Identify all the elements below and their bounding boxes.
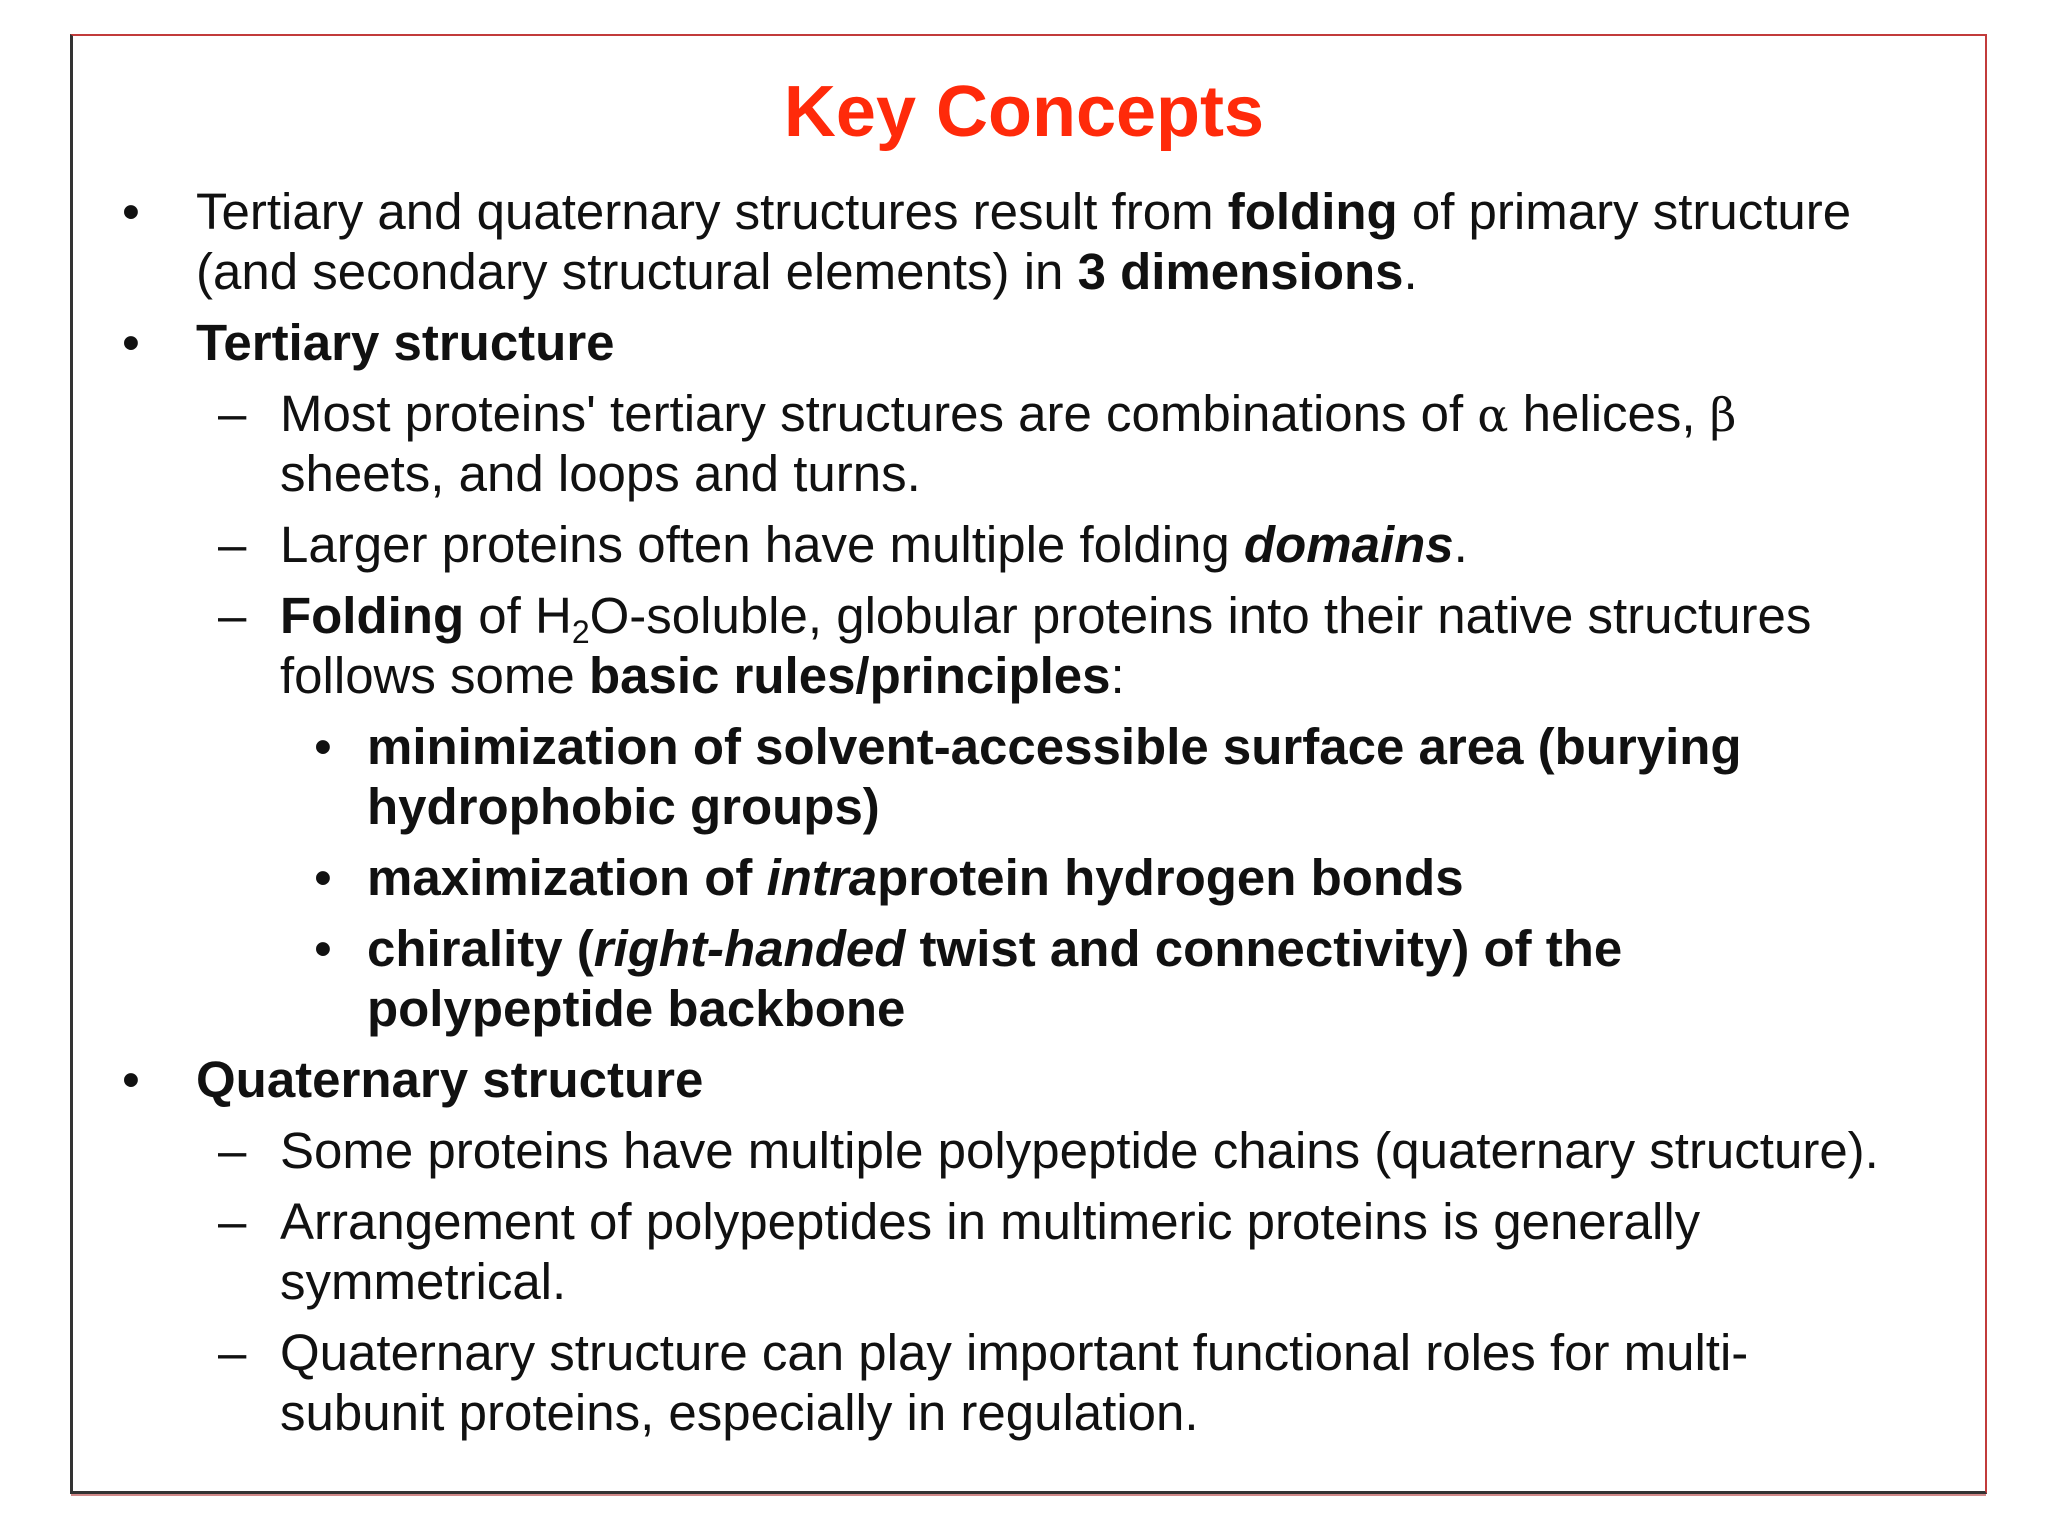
text: Larger proteins often have multiple folding bbox=[280, 516, 1244, 573]
bullet-1-line-1 bbox=[196, 182, 1851, 242]
text-bold: basic rules/principles bbox=[588, 647, 1111, 704]
tertiary-item-2 bbox=[280, 515, 1468, 575]
text-bold-italic: intra bbox=[766, 849, 878, 906]
quaternary-item-2-line-1: Arrangement of polypeptides in multimeric proteins is generally bbox=[280, 1193, 1701, 1250]
dash-marker: – bbox=[218, 587, 247, 644]
beta-symbol: β bbox=[1709, 388, 1737, 442]
text-bold: twist and connectivity) of the bbox=[905, 920, 1623, 977]
quaternary-item-1: Some proteins have multiple polypeptide chains (quaternary structure). bbox=[280, 1122, 1879, 1179]
text-bold: 3 dimensions bbox=[1077, 243, 1404, 300]
bullet-marker: • bbox=[314, 920, 332, 977]
dash-marker: – bbox=[218, 1122, 247, 1179]
text: O-soluble, globular proteins into their native structures bbox=[589, 587, 1812, 644]
rule-3-line-2: polypeptide backbone bbox=[367, 980, 906, 1037]
text-bold: folding bbox=[1227, 183, 1398, 240]
tertiary-item-3-line-1 bbox=[280, 586, 1812, 650]
text: follows some bbox=[280, 647, 589, 704]
quaternary-item-2-line-2: symmetrical. bbox=[280, 1253, 567, 1310]
bullet-marker: • bbox=[314, 718, 332, 775]
rule-1-line-2: hydrophobic groups) bbox=[367, 778, 880, 835]
text-bold: Folding bbox=[280, 587, 465, 644]
bullet-marker: • bbox=[122, 183, 140, 240]
quaternary-item-3-line-1: Quaternary structure can play important functional roles for multi- bbox=[280, 1324, 1749, 1381]
bullet-1-line-2 bbox=[196, 242, 1418, 302]
text-bold: chirality ( bbox=[367, 920, 594, 977]
tertiary-item-1-line-1 bbox=[280, 384, 1736, 445]
text: . bbox=[1403, 243, 1418, 300]
text: of primary structure bbox=[1397, 183, 1852, 240]
dash-marker: – bbox=[218, 1324, 247, 1381]
text: Most proteins' tertiary structures are combinations of bbox=[280, 385, 1478, 442]
bullet-marker: • bbox=[122, 1051, 140, 1108]
dash-marker: – bbox=[218, 1193, 247, 1250]
bullet-marker: • bbox=[314, 849, 332, 906]
quaternary-item-3-line-2: subunit proteins, especially in regulation. bbox=[280, 1384, 1199, 1441]
text: helices, bbox=[1508, 385, 1710, 442]
tertiary-heading: Tertiary structure bbox=[196, 314, 615, 371]
alpha-symbol: α bbox=[1477, 388, 1509, 442]
text-bold-italic: domains bbox=[1243, 516, 1454, 573]
text: : bbox=[1110, 647, 1125, 704]
tertiary-item-1-line-2: sheets, and loops and turns. bbox=[280, 445, 921, 502]
slide-title: Key Concepts bbox=[783, 72, 1265, 152]
text: . bbox=[1453, 516, 1468, 573]
rule-2 bbox=[367, 848, 1464, 908]
dash-marker: – bbox=[218, 516, 247, 573]
tertiary-item-3-line-2 bbox=[280, 646, 1125, 706]
text: Tertiary and quaternary structures result from bbox=[196, 183, 1228, 240]
text: of H bbox=[464, 587, 572, 644]
bullet-marker: • bbox=[122, 314, 140, 371]
rule-1-line-1: minimization of solvent-accessible surface area (burying bbox=[367, 718, 1742, 775]
quaternary-heading: Quaternary structure bbox=[196, 1051, 704, 1108]
text-bold-italic: right-handed bbox=[593, 920, 906, 977]
subscript: 2 bbox=[571, 614, 590, 650]
text: (and secondary structural elements) in bbox=[196, 243, 1078, 300]
dash-marker: – bbox=[218, 385, 247, 442]
text-bold: maximization of bbox=[367, 849, 767, 906]
text-bold: protein hydrogen bonds bbox=[877, 849, 1464, 906]
rule-3-line-1 bbox=[367, 919, 1622, 979]
